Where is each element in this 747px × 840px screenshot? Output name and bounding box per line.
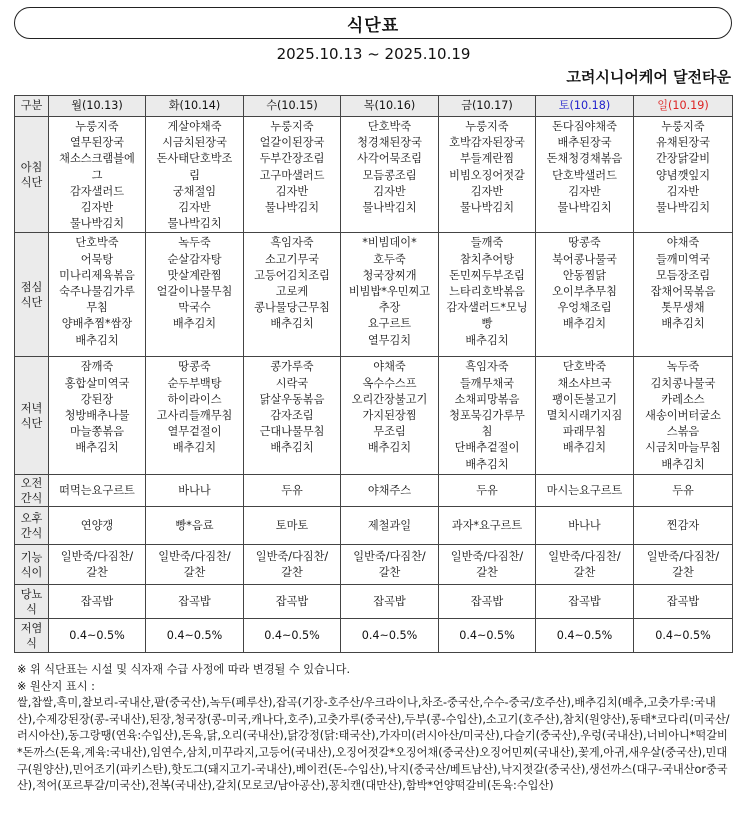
cell-afternoon-snack-thursday [341, 507, 439, 545]
menu-item: 과자*요구르트 [451, 518, 523, 532]
cell-dinner-tuesday [146, 357, 244, 475]
menu-item: 숙주나물김가루 [59, 285, 135, 299]
menu-item: 강된장 [80, 392, 114, 406]
row-label-line: 식단 [20, 295, 43, 309]
menu-item: 땅콩죽 [178, 360, 211, 374]
menu-item: 맛살계란찜 [167, 268, 222, 282]
menu-item: 고구마샐러드 [259, 168, 325, 182]
header-tuesday: 화(10.14) [146, 96, 244, 117]
menu-item: 두부간장조림 [259, 152, 325, 166]
row-label-line: 기능 [20, 550, 43, 564]
cell-dinner-friday [439, 357, 536, 475]
cell-dinner-saturday [536, 357, 634, 475]
menu-item: 일반죽/다짐찬/ [158, 549, 231, 563]
row-label-line: 저녁 [20, 401, 43, 415]
menu-item: 연양갱 [80, 518, 114, 532]
menu-item: 배추김치 [75, 441, 119, 455]
menu-item: 배추김치 [172, 441, 217, 455]
menu-item: 갈찬 [672, 565, 694, 579]
menu-item: 돈민찌두부조림 [449, 268, 525, 282]
cell-morning-snack-wednesday [244, 475, 341, 507]
cell-low-salt-diet-tuesday [146, 619, 244, 653]
cell-afternoon-snack-wednesday [244, 507, 341, 545]
menu-item: 감자조림 [270, 409, 314, 423]
menu-item: 토마토 [275, 518, 309, 532]
menu-item: 양배추찜*쌈장 [61, 317, 133, 331]
menu-item: 일반죽/다짐찬/ [450, 549, 524, 563]
menu-item: 배추김치 [661, 317, 705, 331]
cell-dinner-monday [49, 357, 146, 475]
menu-item: 0.4~0.5% [459, 628, 515, 642]
cell-lunch-tuesday [146, 233, 244, 357]
menu-item: 요구르트 [367, 317, 412, 331]
menu-item: 닭살우동볶음 [259, 392, 325, 406]
menu-item: 모듬콩조림 [362, 168, 417, 182]
menu-item: 홍합살미역국 [64, 376, 130, 390]
row-label-line: 간식 [20, 491, 43, 505]
row-label-line: 점심 [20, 280, 43, 294]
cell-lunch-friday [439, 233, 536, 357]
cell-breakfast-wednesday [244, 117, 341, 233]
menu-item: 배추김치 [465, 333, 509, 347]
menu-item: 돈다짐야채죽 [552, 120, 617, 133]
menu-item: 바나나 [178, 483, 211, 497]
menu-item: 잡곡밥 [80, 594, 114, 608]
cell-afternoon-snack-friday [439, 507, 536, 545]
cell-diabetic-diet-wednesday [244, 585, 341, 619]
cell-low-salt-diet-friday [439, 619, 536, 653]
table-row-diabetic-diet [15, 585, 733, 619]
menu-item: 갈찬 [378, 565, 401, 579]
cell-dinner-sunday [634, 357, 733, 475]
cell-breakfast-tuesday [146, 117, 244, 233]
menu-period: 2025.10.13 ~ 2025.10.19 [276, 45, 471, 63]
row-label-line: 식 [26, 602, 37, 616]
header-category: 구분 [15, 96, 49, 117]
menu-item: 빵 [481, 317, 493, 331]
row-label-breakfast [15, 117, 49, 233]
cell-therapeutic-diet-tuesday [146, 545, 244, 585]
row-label-line: 식이 [20, 565, 43, 579]
cell-morning-snack-tuesday [146, 475, 244, 507]
menu-item: 갈찬 [86, 565, 108, 579]
menu-item: 고사리들깨무침 [156, 409, 233, 423]
facility-name: 고려시니어케어 달전타운 [566, 68, 731, 86]
menu-item: 청경채된장국 [357, 136, 422, 150]
cell-diabetic-diet-friday [439, 585, 536, 619]
menu-item: 잡곡밥 [275, 594, 309, 608]
menu-item: 참치추어탕 [459, 252, 515, 266]
menu-item: 잡곡밥 [666, 594, 700, 608]
menu-item: 비빔오징어젓갈 [449, 168, 525, 182]
menu-item: 0.4~0.5% [655, 628, 711, 642]
cell-diabetic-diet-tuesday [146, 585, 244, 619]
menu-item: 파래무침 [562, 425, 607, 439]
menu-item: 호두죽 [373, 252, 406, 266]
menu-item: 돈채청경채볶음 [546, 152, 623, 166]
menu-item: 림 [189, 168, 200, 182]
menu-item: 제철과일 [367, 518, 412, 532]
menu-item: 배추김치 [661, 457, 705, 471]
cell-morning-snack-thursday [341, 475, 439, 507]
row-label-line: 식단 [20, 416, 43, 430]
menu-item: 0.4~0.5% [361, 628, 418, 642]
menu-item: 하이라이스 [167, 392, 222, 406]
menu-item: 콩나물당근무침 [254, 301, 330, 315]
menu-item: 비빔밥*우민찌고 [348, 285, 431, 299]
menu-item: 호박감자된장국 [449, 136, 525, 150]
row-label-line: 오전 [20, 476, 43, 490]
menu-item: 순두부백탕 [167, 376, 222, 390]
cell-low-salt-diet-wednesday [244, 619, 341, 653]
menu-item: 단호박샐러드 [552, 168, 617, 182]
row-label-low-salt-diet [15, 619, 49, 653]
menu-item: 0.4~0.5% [556, 628, 613, 642]
menu-item: 배추김치 [75, 333, 119, 347]
row-label-diabetic-diet [15, 585, 49, 619]
menu-item: 톳무생채 [661, 301, 705, 315]
menu-item: 두유 [476, 483, 498, 497]
menu-item: 물나박김치 [167, 217, 222, 231]
menu-item: 찐감자 [666, 518, 700, 532]
menu-item: 녹두죽 [666, 360, 700, 374]
menu-item: 야채주스 [367, 483, 412, 497]
cell-diabetic-diet-monday [49, 585, 146, 619]
menu-item: 미나리제육볶음 [59, 268, 135, 282]
menu-item: 김자반 [178, 201, 211, 215]
menu-item: 카레소스 [661, 392, 705, 406]
menu-item: 감자샐러드*모닝 [446, 301, 528, 315]
menu-item: 소고기무국 [264, 252, 320, 266]
menu-item: 단배추겉절이 [454, 441, 520, 455]
menu-item: 김자반 [275, 184, 309, 198]
menu-item: 청포묵김가루무 [449, 409, 525, 423]
row-label-line: 아침 [20, 160, 43, 174]
cell-morning-snack-friday [439, 475, 536, 507]
menu-item: 스볶음 [666, 425, 700, 439]
cell-therapeutic-diet-saturday [536, 545, 634, 585]
menu-item: 흑임자죽 [465, 360, 509, 374]
menu-item: 게살야채죽 [167, 120, 222, 133]
cell-breakfast-thursday [341, 117, 439, 233]
menu-item: 느타리호박볶음 [449, 285, 525, 299]
menu-item: 옥수수스프 [362, 376, 417, 390]
row-label-line: 간식 [20, 526, 43, 540]
menu-item: 돈사태단호박조 [156, 152, 233, 166]
menu-item: 두유 [672, 483, 694, 497]
menu-item: *비빔데이* [362, 236, 417, 250]
menu-item: 열무된장국 [69, 136, 125, 150]
menu-item: 팽이돈불고기 [552, 392, 617, 406]
row-label-line: 당뇨 [20, 587, 43, 601]
menu-item: 간장닭갈비 [655, 152, 711, 166]
row-label-lunch [15, 233, 49, 357]
menu-item: 김자반 [373, 184, 406, 198]
origin-text: 쌀,찹쌀,흑미,찰보리-국내산,팥(중국산),녹두(페루산),잡곡(기장-호주산/우크라이나,차조-중국산,수수-중국/호주산),배추김치(배추,고춧가루:국내산),수제강된장(콩-국내산),된장,청국장(콩-미국,캐나다,호주),고춧가루(중국산),두부(콩-수입산),소고기(호주산),참치(원양산),동태*코다리(미국산/러시아산),동그랑땡(연육:수입산),돈육,닭,오리(국내산),닭강정(닭:태국산),가자미(러시아산/미국산),다슬기(중국산),우렁(국내산),너비아니*떡갈비*돈까스(돈육,계육:국내산),임연수,삼치,미꾸라지,고등어(국내산),오징어젓갈*오징어채(중국산)오징어민찌(국내산),꽃게,아귀,새우살(중국산),민대구(원양산),민어조기(파키스탄),핫도그(돼지고기-국내산),베이컨(돈-수입산),낙지(중국산/베트남산),낙지젓갈(중국산),생선까스(대구-국내산or중국산),적어(포르투갈/미국산),전복(국내산),갈치(모로코/남아공산),꽁치캔(대만산),함박*언양떡갈비(돈육:수입산) [17, 696, 730, 793]
menu-item: 0.4~0.5% [264, 628, 320, 642]
menu-item: 안동찜닭 [562, 268, 607, 282]
menu-item: 물나박김치 [362, 201, 417, 215]
cell-afternoon-snack-saturday [536, 507, 634, 545]
cell-low-salt-diet-sunday [634, 619, 733, 653]
menu-item: 일반죽/다짐찬/ [353, 549, 426, 563]
menu-item: 북어콩나물국 [552, 252, 617, 266]
menu-item: 바나나 [568, 518, 601, 532]
menu-item: 시락국 [275, 376, 309, 390]
menu-item: 유채된장국 [655, 136, 711, 150]
menu-item: 흑임자죽 [270, 236, 314, 250]
menu-item: 떠먹는요구르트 [59, 483, 135, 497]
menu-item: 잡곡밥 [470, 594, 504, 608]
header-sunday: 일(10.19) [634, 96, 733, 117]
row-label-line: 식단 [20, 175, 43, 189]
menu-item: 갈찬 [573, 565, 596, 579]
cell-low-salt-diet-monday [49, 619, 146, 653]
menu-item: 잡채어묵볶음 [650, 285, 716, 299]
row-label-therapeutic-diet [15, 545, 49, 585]
menu-item: 일반죽/다짐찬/ [255, 549, 329, 563]
table-header-row [15, 96, 733, 117]
menu-item: 일반죽/다짐찬/ [548, 549, 621, 563]
menu-item: 단호박죽 [75, 236, 119, 250]
row-label-morning-snack [15, 475, 49, 507]
menu-item: 고등어김치조림 [254, 268, 330, 282]
menu-item: 물나박김치 [655, 201, 711, 215]
menu-item: 새송이버터굴소 [645, 409, 721, 423]
cell-dinner-wednesday [244, 357, 341, 475]
menu-item: 땅콩죽 [568, 236, 601, 250]
cell-lunch-wednesday [244, 233, 341, 357]
cell-lunch-thursday [341, 233, 439, 357]
menu-item: 빵*음료 [175, 518, 214, 532]
menu-item: 시금치된장국 [162, 136, 227, 150]
page-title: 식단표 [346, 15, 400, 36]
menu-item: 배추된장국 [557, 136, 612, 150]
cell-low-salt-diet-saturday [536, 619, 634, 653]
menu-title-box [14, 7, 732, 39]
header-wednesday: 수(10.15) [244, 96, 341, 117]
cell-therapeutic-diet-sunday [634, 545, 733, 585]
table-row-afternoon-snack [15, 507, 733, 545]
menu-item: 김자반 [470, 184, 504, 198]
change-notice: ※ 위 식단표는 시설 및 식자재 수급 사정에 따라 변경될 수 있습니다. [17, 663, 351, 676]
menu-item: 배추김치 [270, 317, 314, 331]
menu-item: 배추김치 [562, 441, 607, 455]
menu-item: 멸치시래기지짐 [546, 409, 623, 423]
menu-item: 가지된장찜 [362, 409, 417, 423]
cell-therapeutic-diet-monday [49, 545, 146, 585]
menu-item: 배추김치 [270, 441, 314, 455]
menu-item: 순살감자탕 [167, 252, 222, 266]
menu-item: 얼갈이나물무침 [156, 285, 233, 299]
menu-item: 누룽지죽 [465, 120, 509, 133]
menu-item: 침 [481, 425, 493, 439]
menu-item: 배추김치 [562, 317, 607, 331]
menu-item: 마늘쫑볶음 [69, 425, 125, 439]
cell-afternoon-snack-sunday [634, 507, 733, 545]
menu-item: 갈찬 [281, 565, 303, 579]
menu-item: 사각어묵조림 [357, 152, 422, 166]
table-row-therapeutic-diet [15, 545, 733, 585]
cell-therapeutic-diet-wednesday [244, 545, 341, 585]
menu-item: 들깨죽 [470, 236, 504, 250]
cell-therapeutic-diet-friday [439, 545, 536, 585]
cell-therapeutic-diet-thursday [341, 545, 439, 585]
menu-item: 김자반 [80, 201, 114, 215]
menu-item: 0.4~0.5% [166, 628, 223, 642]
header-saturday: 토(10.18) [536, 96, 634, 117]
menu-item: 갈찬 [476, 565, 498, 579]
cell-breakfast-friday [439, 117, 536, 233]
menu-item: 두유 [281, 483, 303, 497]
menu-item: 마시는요구르트 [546, 483, 623, 497]
menu-item: 김치콩나물국 [650, 376, 716, 390]
menu-item: 단호박죽 [367, 120, 412, 133]
menu-item: 야채죽 [373, 360, 406, 374]
cell-dinner-thursday [341, 357, 439, 475]
table-row-lunch [15, 233, 733, 357]
menu-item: 0.4~0.5% [69, 628, 125, 642]
menu-item: 열무겉절이 [167, 425, 222, 439]
menu-item: 추장 [378, 301, 401, 315]
menu-item: 막국수 [178, 301, 211, 315]
menu-item: 콩가루죽 [270, 360, 314, 374]
menu-item: 채소샤브국 [557, 376, 612, 390]
menu-item: 누룽지죽 [661, 120, 705, 133]
origin-heading: ※ 원산지 표시 : [17, 679, 95, 693]
menu-item: 녹두죽 [178, 236, 211, 250]
menu-item: 열무김치 [367, 333, 412, 347]
menu-item: 오리간장불고기 [351, 392, 428, 406]
menu-item: 양념깻잎지 [655, 168, 711, 182]
menu-item: 들깨미역국 [655, 252, 711, 266]
cell-lunch-sunday [634, 233, 733, 357]
cell-morning-snack-saturday [536, 475, 634, 507]
cell-breakfast-monday [49, 117, 146, 233]
row-label-line: 오후 [20, 511, 43, 525]
menu-item: 일반죽/다짐찬/ [60, 549, 134, 563]
cell-lunch-saturday [536, 233, 634, 357]
menu-item: 배추김치 [465, 457, 509, 471]
menu-item: 단호박죽 [562, 360, 607, 374]
table-row-low-salt-diet [15, 619, 733, 653]
cell-lunch-monday [49, 233, 146, 357]
table-row-dinner [15, 357, 733, 475]
menu-item: 물나박김치 [557, 201, 612, 215]
menu-item: 오이부추무침 [552, 285, 617, 299]
menu-item: 무침 [86, 301, 108, 315]
menu-item: 어묵탕 [80, 252, 114, 266]
menu-item: 우엉채조림 [557, 301, 612, 315]
menu-item: 배추김치 [172, 317, 217, 331]
menu-item: 얼갈이된장국 [259, 136, 325, 150]
menu-item: 궁채절임 [172, 184, 217, 198]
cell-breakfast-sunday [634, 117, 733, 233]
menu-item: 모듬장조림 [655, 268, 711, 282]
menu-item: 물나박김치 [459, 201, 515, 215]
menu-item: 그 [91, 168, 103, 182]
menu-item: 누룽지죽 [75, 120, 119, 133]
cell-afternoon-snack-tuesday [146, 507, 244, 545]
cell-morning-snack-monday [49, 475, 146, 507]
header-monday: 월(10.13) [49, 96, 146, 117]
menu-item: 청방배추나물 [64, 409, 130, 423]
cell-diabetic-diet-saturday [536, 585, 634, 619]
menu-item: 누룽지죽 [270, 120, 314, 133]
header-friday: 금(10.17) [439, 96, 536, 117]
meal-plan-table [14, 95, 733, 653]
menu-item: 감자샐러드 [69, 184, 125, 198]
cell-breakfast-saturday [536, 117, 634, 233]
header-thursday: 목(10.16) [341, 96, 439, 117]
menu-item: 김자반 [568, 184, 601, 198]
menu-item: 무조림 [373, 425, 406, 439]
table-row-breakfast [15, 117, 733, 233]
cell-morning-snack-sunday [634, 475, 733, 507]
menu-item: 부들계란찜 [459, 152, 515, 166]
notes-section [17, 662, 731, 795]
menu-item: 채소스크램블에 [59, 152, 135, 166]
menu-item: 시금치마늘무침 [645, 441, 721, 455]
menu-item: 야채죽 [666, 236, 700, 250]
row-label-dinner [15, 357, 49, 475]
menu-item: 청국장찌개 [362, 268, 417, 282]
table-row-morning-snack [15, 475, 733, 507]
menu-item: 소채피망볶음 [454, 392, 520, 406]
menu-item: 김자반 [666, 184, 700, 198]
menu-item: 갈찬 [183, 565, 206, 579]
row-label-afternoon-snack [15, 507, 49, 545]
menu-item: 물나박김치 [69, 217, 125, 231]
menu-item: 잠깨죽 [80, 360, 114, 374]
menu-item: 잡곡밥 [568, 594, 601, 608]
menu-item: 잡곡밥 [373, 594, 406, 608]
menu-item: 잡곡밥 [178, 594, 211, 608]
menu-item: 들깨무채국 [459, 376, 515, 390]
row-label-line: 식 [26, 636, 37, 650]
cell-low-salt-diet-thursday [341, 619, 439, 653]
menu-item: 배추김치 [367, 441, 412, 455]
menu-item: 일반죽/다짐찬/ [646, 549, 720, 563]
row-label-line: 저염 [20, 621, 43, 635]
cell-diabetic-diet-sunday [634, 585, 733, 619]
menu-item: 근대나물무침 [259, 425, 325, 439]
cell-diabetic-diet-thursday [341, 585, 439, 619]
menu-item: 물나박김치 [264, 201, 320, 215]
menu-item: 고로케 [275, 285, 309, 299]
cell-afternoon-snack-monday [49, 507, 146, 545]
